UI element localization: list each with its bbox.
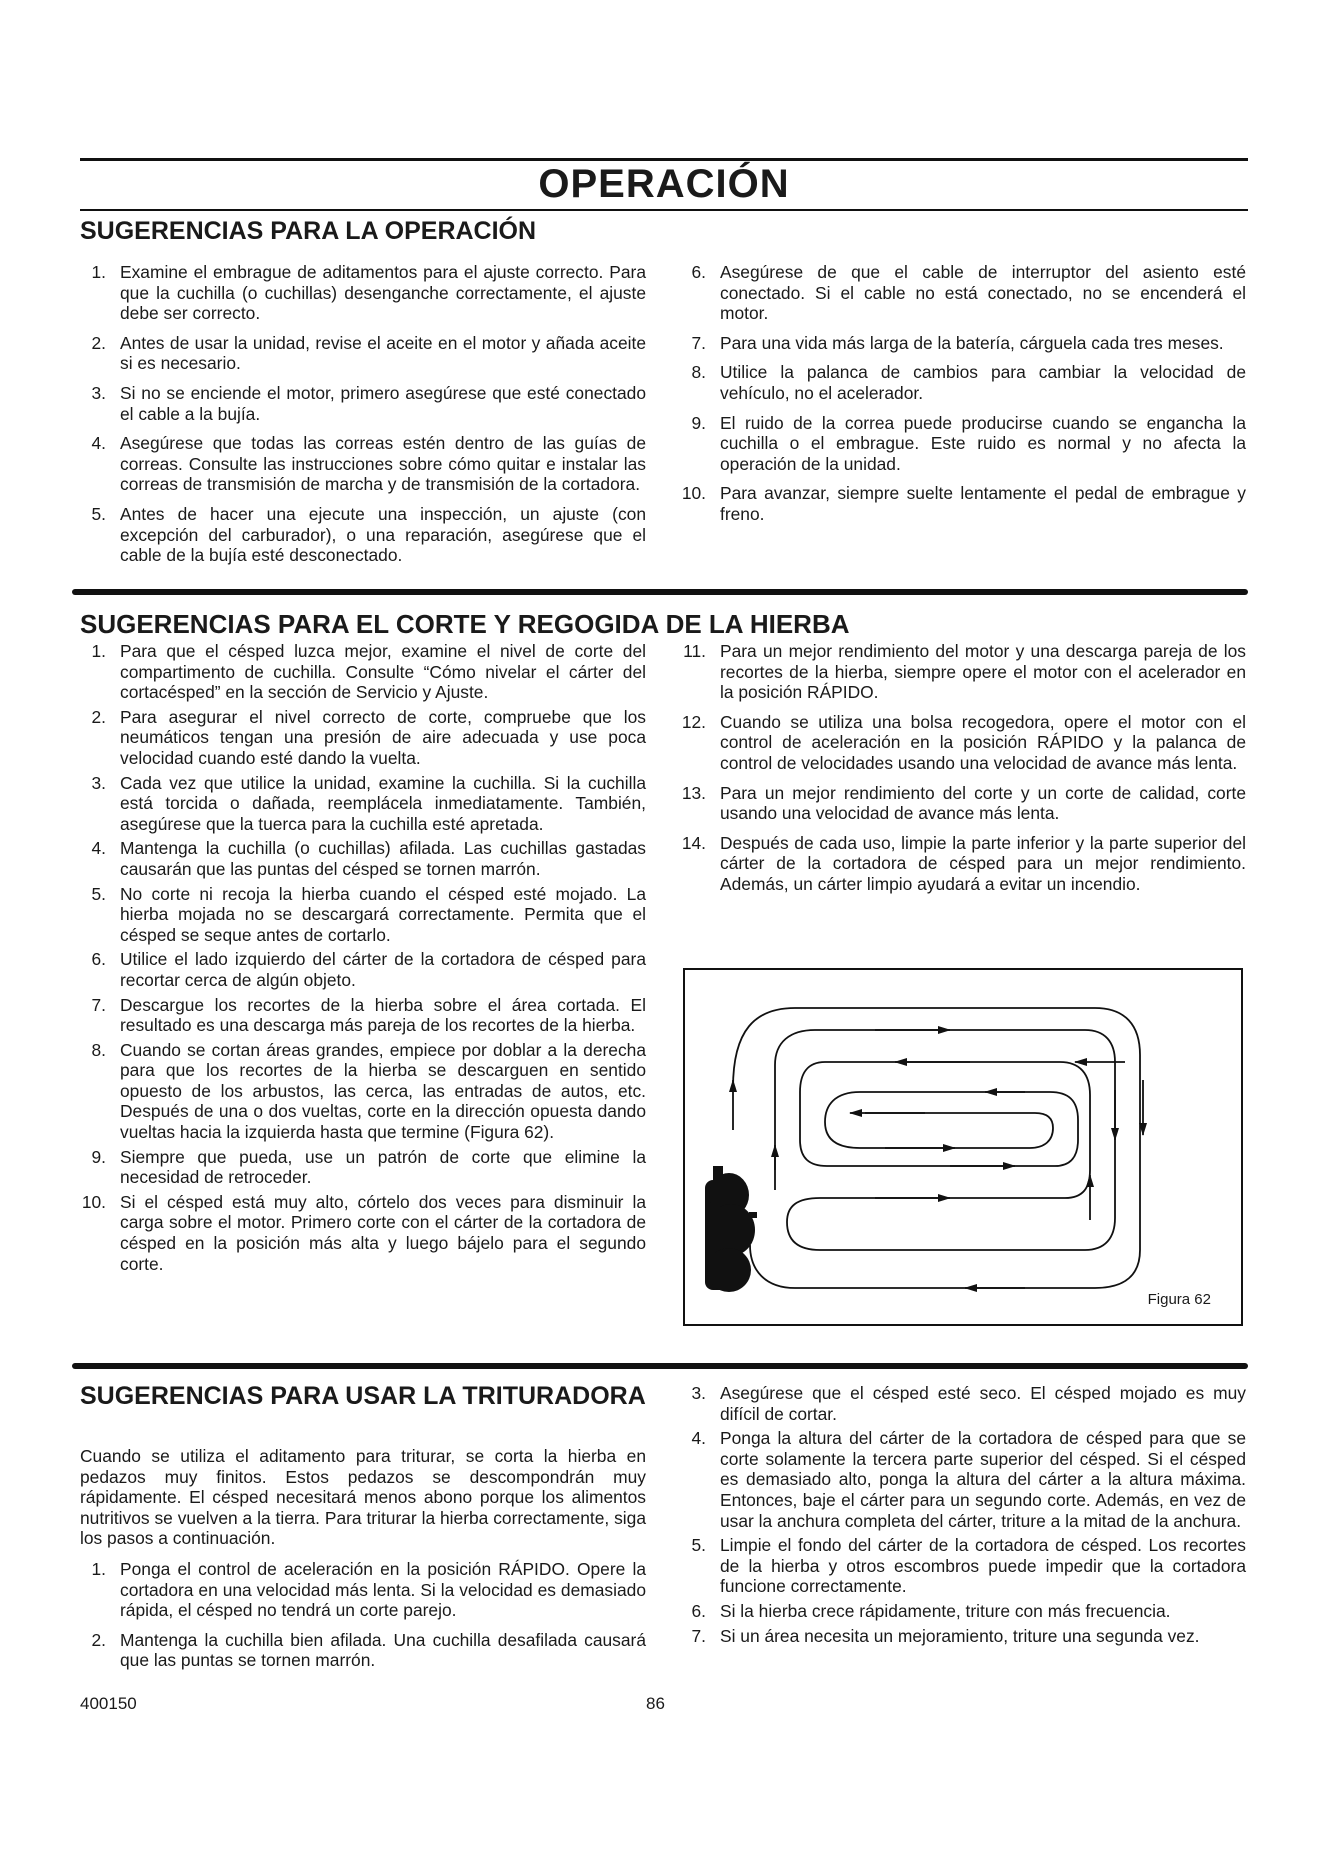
list-item-number: 10. — [81, 1191, 106, 1212]
list-item — [80, 1630, 646, 1671]
list-item-text: Utilice el lado izquierdo del cárter de la cortadora de césped para recortar cerca de algún objeto. — [120, 949, 646, 990]
list-item — [80, 262, 646, 324]
list-item-number: 13. — [681, 782, 706, 803]
document-number: 400150 — [80, 1694, 137, 1713]
list-item — [80, 707, 646, 769]
top-rule — [80, 158, 1248, 161]
list-item-number: 4. — [91, 838, 106, 859]
list-item — [680, 1535, 1246, 1597]
list-item — [80, 383, 646, 424]
list-item-text: Mantenga la cuchilla (o cuchillas) afilada. Las cuchillas gastadas causarán que las puntas del césped se tornen marrón. — [120, 838, 646, 879]
list-item — [80, 884, 646, 946]
list-item-number: 8. — [91, 1039, 106, 1060]
shrub-obstacle-silhouette — [705, 1166, 757, 1292]
list-item — [680, 641, 1246, 703]
list-item-text: Antes de hacer una ejecute una inspección, un ajuste (con excepción del carburador), o una reparación, asegúrese que el cable de la bujía esté desconectado. — [120, 503, 646, 566]
section2-right-column — [680, 641, 1246, 904]
list-item — [680, 1626, 1246, 1647]
list-item-number: 12. — [681, 711, 706, 732]
list-item-number: 1. — [91, 262, 106, 282]
section1-right-list — [680, 262, 1246, 525]
figure-caption: Figura 62 — [1147, 1291, 1211, 1308]
list-item — [680, 333, 1246, 354]
list-item — [80, 433, 646, 495]
list-item — [680, 833, 1246, 895]
list-item-text: Siempre que pueda, use un patrón de corte que elimine la necesidad de retroceder. — [120, 1146, 646, 1188]
list-item — [680, 483, 1246, 524]
list-item — [80, 838, 646, 879]
page-number: 86 — [646, 1694, 665, 1713]
list-item-number: 5. — [691, 1535, 706, 1556]
mowing-path-third — [800, 1062, 1090, 1198]
list-item-number: 1. — [91, 641, 106, 661]
section1-left-list — [80, 262, 646, 566]
list-item-text: Utilice la palanca de cambios para cambiar la velocidad de vehículo, no el acelerador. — [720, 362, 1246, 403]
list-item-text: Para un mejor rendimiento del motor y una descarga pareja de los recortes de la hierba, siempre opere el motor con el acelerador en la posición RÁPIDO. — [720, 641, 1246, 703]
list-item-number: 4. — [691, 1428, 706, 1449]
list-item-number: 8. — [691, 362, 706, 383]
list-item — [80, 333, 646, 374]
list-item-number: 5. — [91, 883, 106, 904]
section3-intro: Cuando se utiliza el aditamento para triturar, se corta la hierba en pedazos muy finitos. Estos pedazos se descompondrán muy rápidamente. El césped necesitará menos abono porque los alimentos nutritivos se vuelven a la tierra. Para triturar la hierba correctamente, siga los pasos a continuación. — [80, 1446, 646, 1549]
list-item-text: Si la hierba crece rápidamente, triture con más frecuencia. — [720, 1600, 1171, 1621]
section2-left-column — [80, 641, 646, 1278]
list-item — [680, 1428, 1246, 1531]
list-item — [680, 1383, 1246, 1424]
list-item — [80, 504, 646, 566]
list-item-text: Ponga la altura del cárter de la cortadora de césped para que se corte solamente la tercera parte superior del césped. Si el césped es demasiado alto, ponga la altura del cárter a la altura máxima. Entonces, baje el cárter para un segundo corte. Además, en vez de usar la anchura completa del cárter, triture a la mitad de la anchura. — [720, 1428, 1246, 1531]
section-divider-2 — [72, 1363, 1248, 1369]
mowing-path-inner — [825, 1092, 1078, 1166]
list-item — [680, 783, 1246, 824]
list-item-text: Si no se enciende el motor, primero asegúrese que esté conectado el cable a la bujía. — [120, 382, 646, 424]
list-item-text: Examine el embrague de aditamentos para el ajuste correcto. Para que la cuchilla (o cuchillas) desenganche correctamente, el ajuste debe ser correcto. — [120, 262, 646, 324]
list-item-number: 3. — [691, 1383, 706, 1403]
list-item-text: Antes de usar la unidad, revise el aceite en el motor y añada aceite si es necesario. — [120, 332, 646, 374]
list-item-number: 9. — [691, 412, 706, 433]
list-item-text: Para asegurar el nivel correcto de corte, compruebe que los neumáticos tengan una presión de aire adecuada y use poca velocidad cuando esté dando la vuelta. — [120, 706, 646, 768]
section2-right-list — [680, 641, 1246, 895]
list-item-text: Asegúrese de que el cable de interruptor del asiento esté conectado. Si el cable no está conectado, no se encenderá el motor. — [720, 262, 1246, 324]
list-item-number: 14. — [681, 832, 706, 853]
list-item-text: Cuando se utiliza una bolsa recogedora, opere el motor con el control de aceleración en la posición RÁPIDO y la palanca de control de velocidades usando una velocidad de avance más lenta. — [720, 711, 1246, 773]
list-item-number: 3. — [91, 772, 106, 793]
list-item — [80, 949, 646, 990]
list-item-text: Cada vez que utilice la unidad, examine la cuchilla. Si la cuchilla está torcida o dañada, reemplácela inmediatamente. También, asegúrese que la tuerca para la cuchilla esté apretada. — [120, 772, 646, 834]
list-item-number: 9. — [91, 1146, 106, 1167]
list-item-text: Ponga el control de aceleración en la posición RÁPIDO. Opere la cortadora en una velocidad más lenta. Si la velocidad es demasiado rápida, el césped no tendrá un corte parejo. — [120, 1558, 646, 1621]
list-item-number: 7. — [691, 332, 706, 353]
list-item — [680, 1601, 1246, 1622]
list-item — [80, 1192, 646, 1274]
section1-left-column — [80, 262, 646, 575]
list-item-text: Para avanzar, siempre suelte lentamente el pedal de embrague y freno. — [720, 483, 1246, 524]
figure-62-mowing-pattern — [683, 968, 1243, 1326]
list-item-text: Si el césped está muy alto, córtelo dos veces para disminuir la carga sobre el motor. Primero corte con el cárter de la cortadora de césped en la posición más alta y luego bájelo para el segundo corte. — [120, 1191, 646, 1274]
list-item — [680, 712, 1246, 774]
list-item-text: Después de cada uso, limpie la parte inferior y la parte superior del cárter de la cortadora de césped para un mejor rendimiento. Además, un cárter limpio ayudará a evitar un incendio. — [720, 832, 1246, 894]
section2-left-list — [80, 641, 646, 1274]
list-item-text: Para una vida más larga de la batería, cárguela cada tres meses. — [720, 332, 1224, 353]
list-item-text: Asegúrese que el césped esté seco. El césped mojado es muy difícil de cortar. — [720, 1383, 1246, 1424]
list-item — [80, 995, 646, 1036]
list-item — [80, 1559, 646, 1621]
list-item-number: 6. — [91, 949, 106, 970]
list-item-number: 3. — [91, 382, 106, 403]
list-item-number: 11. — [683, 641, 706, 661]
mowing-pattern-diagram — [685, 970, 1241, 1324]
list-item — [680, 262, 1246, 324]
list-item-number: 7. — [691, 1625, 706, 1646]
section3-left-column — [80, 1446, 646, 1680]
section-title-trituradora: SUGERENCIAS PARA USAR LA TRITURADORA — [80, 1382, 646, 1410]
list-item-text: Cuando se cortan áreas grandes, empiece por doblar a la derecha para que los recortes de la hierba se descarguen en sentido opuesto de los arbustos, las cerca, las entradas de autos, etc. Después de una o dos vueltas, corte en la dirección opuesta dando vueltas hacia la izquierda hasta que termine (Figura 62). — [120, 1039, 646, 1143]
section3-right-list — [680, 1383, 1246, 1646]
list-item-text: Si un área necesita un mejoramiento, triture una segunda vez. — [720, 1625, 1200, 1646]
list-item-text: Limpie el fondo del cárter de la cortadora de césped. Los recortes de la hierba y otros escombros puede impedir que la cortadora funcione correctamente. — [720, 1535, 1246, 1597]
list-item-text: Para un mejor rendimiento del corte y un corte de calidad, corte usando una velocidad de avance más lenta. — [720, 782, 1246, 824]
list-item — [80, 773, 646, 835]
list-item-number: 10. — [681, 483, 706, 504]
list-item-text: Para que el césped luzca mejor, examine el nivel de corte del compartimento de cuchilla. Consulte “Cómo nivelar el cárter del cortacésped” en la sección de Servicio y Ajuste. — [120, 641, 646, 703]
list-item-number: 2. — [91, 332, 106, 353]
section-title-operacion: SUGERENCIAS PARA LA OPERACIÓN — [80, 217, 537, 245]
section1-right-column — [680, 262, 1246, 534]
list-item-number: 1. — [91, 1558, 106, 1579]
list-item-text: El ruido de la correa puede producirse cuando se engancha la cuchilla o el embrague. Este ruido es normal y no afecta la operación de la unidad. — [720, 412, 1246, 474]
list-item-number: 4. — [91, 433, 106, 454]
list-item-text: Descargue los recortes de la hierba sobre el área cortada. El resultado es una descarga más pareja de los recortes de la hierba. — [120, 994, 646, 1036]
list-item — [680, 362, 1246, 403]
title-underline-rule — [80, 209, 1248, 211]
list-item-text: No corte ni recoja la hierba cuando el césped esté mojado. La hierba mojada no se descargará correctamente. Permita que el césped se seque antes de cortarlo. — [120, 883, 646, 945]
page-title: OPERACIÓN — [538, 162, 790, 206]
list-item-number: 2. — [91, 706, 106, 727]
list-item-text: Mantenga la cuchilla bien afilada. Una cuchilla desafilada causará que las puntas se tornen marrón. — [120, 1629, 646, 1671]
list-item-number: 2. — [91, 1629, 106, 1650]
section3-right-column — [680, 1383, 1246, 1650]
list-item — [680, 413, 1246, 475]
list-item-text: Asegúrese que todas las correas estén dentro de las guías de correas. Consulte las instrucciones sobre cómo quitar e instalar las correas de transmisión de marcha y de transmisión de la cortadora. — [120, 433, 646, 495]
section-title-corte: SUGERENCIAS PARA EL CORTE Y REGOGIDA DE LA HIERBA — [80, 609, 850, 639]
list-item-number: 6. — [691, 1600, 706, 1621]
section-divider-1 — [72, 589, 1248, 595]
list-item-number: 7. — [91, 994, 106, 1015]
list-item — [80, 1147, 646, 1188]
list-item-number: 6. — [691, 262, 706, 282]
section3-left-list — [80, 1559, 646, 1671]
list-item — [80, 641, 646, 703]
list-item-number: 5. — [91, 503, 106, 524]
list-item — [80, 1040, 646, 1143]
